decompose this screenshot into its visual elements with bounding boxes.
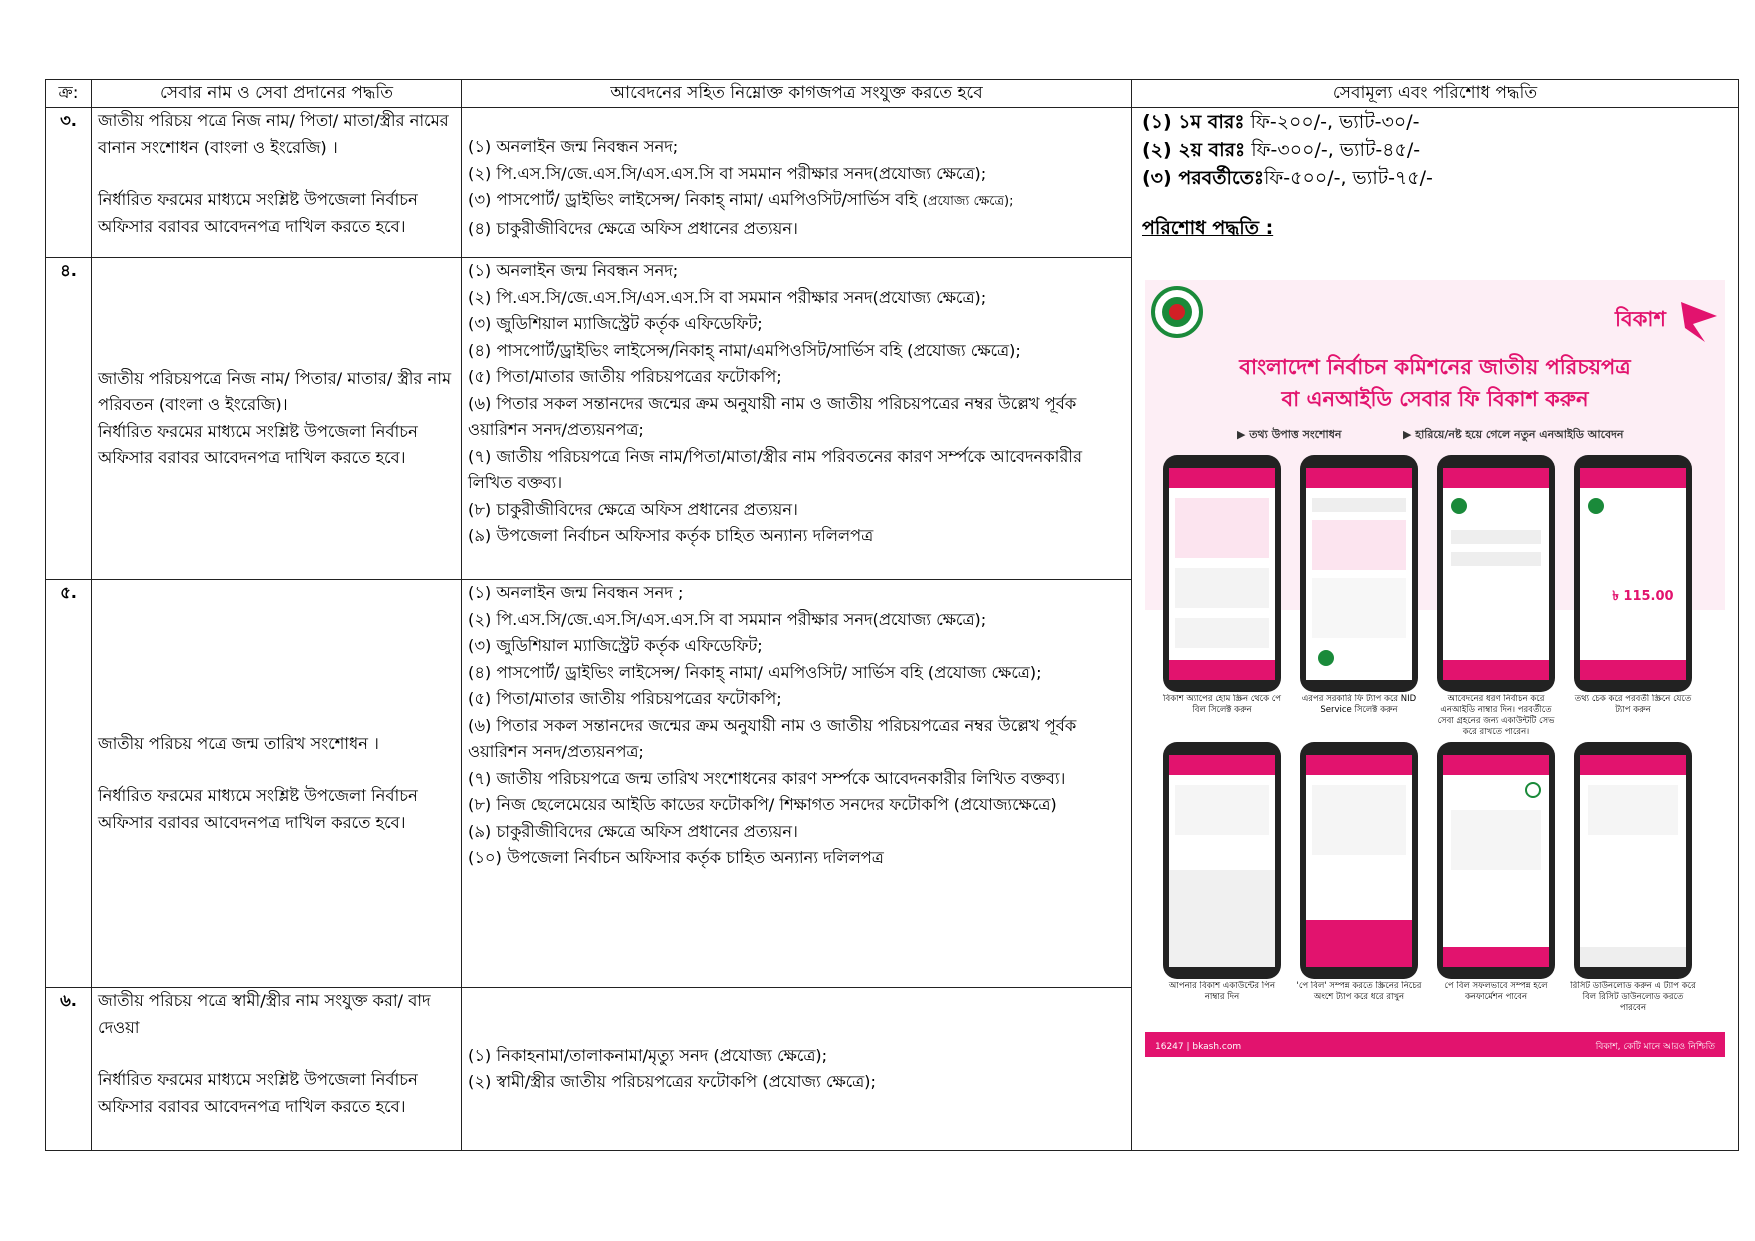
document-item: (৮) চাকুরীজীবিদের ক্ষেত্রে অফিস প্রধানের প্রত্যয়ন। — [468, 499, 798, 519]
poster-caption: তথ্য চেক করে পরবর্তী স্ক্রিনে যেতে ট্যাপ করুন — [1574, 694, 1692, 715]
phone-mockup-2 — [1300, 455, 1418, 692]
fee-label: (১) ১ম বারঃ — [1142, 111, 1245, 133]
document-item: (৭) জাতীয় পরিচয়পত্রে নিজ নাম/পিতা/মাতা/স্ত্রীর নাম পরিবতনের কারণ সর্ম্পকে আবেদনকারীর লিখিত বক্তব্য। — [468, 446, 1082, 492]
payment-method-title: পরিশোধ পদ্ধতি : — [1142, 217, 1274, 239]
poster-caption: 'পে বিল' সম্পন্ন করতে স্ক্রিনের নিচের অংশে ট্যাপ করে ধরে রাখুন — [1296, 981, 1422, 1002]
service-cell — [92, 108, 462, 258]
document-item: (৫) পিতা/মাতার জাতীয় পরিচয়পত্রের ফটোকপি; — [468, 689, 782, 708]
document-item: (৯) চাকুরীজীবিদের ক্ষেত্রে অফিস প্রধানের প্রত্যয়ন। — [468, 821, 798, 841]
row-number: ৫. — [46, 580, 92, 988]
document-item: (৯) উপজেলা নির্বাচন অফিসার কর্তৃক চাহিত অন্যান্য দলিলপত্র — [468, 526, 874, 545]
documents-cell — [462, 580, 1132, 988]
row-number: ৪. — [46, 258, 92, 580]
service-name: জাতীয় পরিচয় পত্রে নিজ নাম/ পিতা/ মাতা/স্ত্রীর নামের বানান সংশোধন (বাংলা ও ইংরেজি) । — [98, 111, 449, 157]
poster-footer-right: বিকাশ, কেটি মানে আরও নিশ্চিতি — [1595, 1042, 1715, 1052]
service-method: নির্ধারিত ফরমের মাধ্যমে সংশ্লিষ্ট উপজেলা নির্বাচন অফিসার বরাবর আবেদনপত্র দাখিল করতে হবে। — [98, 1070, 418, 1116]
document-item: (৭) জাতীয় পরিচয়পত্রে জন্ম তারিখ সংশোধনের কারণ সর্ম্পকে আবেদনকারীর লিখিত বক্তব্য। — [468, 768, 1066, 788]
document-item: (৪) পাসপোর্ট/ড্রাইভিং লাইসেন্স/নিকাহ্ নামা/এমপিওসিট/সার্ভিস বহি (প্রযোজ্য ক্ষেত্রে); — [468, 340, 1021, 360]
document-item: (১) নিকাহনামা/তালাকনামা/মৃত্যু সনদ (প্রযোজ্য ক্ষেত্রে); — [468, 1045, 828, 1065]
row-number: ৩. — [46, 108, 92, 258]
document-item: (১০) উপজেলা নির্বাচন অফিসার কর্তৃক চাহিত অন্যান্য দলিলপত্র — [468, 848, 884, 867]
document-item: (২) স্বামী/স্ত্রীর জাতীয় পরিচয়পত্রের ফটোকপি (প্রযোজ্য ক্ষেত্রে); — [468, 1072, 876, 1091]
documents-cell — [462, 258, 1132, 580]
phone-mockup-3 — [1437, 455, 1555, 692]
poster-caption: আবেদনের ধরণ নির্বাচন করে এনআইডি নাম্বার দিন। পরবর্তীতে সেবা গ্রহনের জন্য একাউন্টটি সেভ করে রাখতে পারেন। — [1437, 694, 1555, 737]
phone-mockup-6 — [1300, 742, 1418, 979]
service-method: নির্ধারিত ফরমের মাধ্যমে সংশ্লিষ্ট উপজেলা নির্বাচন অফিসার বরাবর আবেদনপত্র দাখিল করতে হবে। — [98, 421, 418, 467]
document-item — [468, 187, 1125, 216]
election-commission-seal-icon — [1153, 288, 1201, 336]
poster-tag-new-nid: ▶ হারিয়ে/নষ্ট হয়ে গেলে নতুন এনআইডি আবেদন — [1403, 428, 1624, 441]
document-item: (২) পি.এস.সি/জে.এস.সি/এস.এস.সি বা সমমান পরীক্ষার সনদ(প্রযোজ্য ক্ষেত্রে); — [468, 609, 987, 629]
document-item: (৬) পিতার সকল সন্তানদের জন্মের ক্রম অনুযায়ী নাম ও জাতীয় পরিচয়পত্রের নম্বর উল্লেখ পূর্বক ওয়ারিশন সনদ/প্রত্যয়নপত্র; — [468, 715, 1077, 761]
fee-line — [1142, 108, 1732, 136]
phone-mockup-7 — [1437, 742, 1555, 979]
table-header-row — [46, 80, 1739, 108]
poster-tag-new-nid-text: হারিয়ে/নষ্ট হয়ে গেলে নতুন এনআইডি আবেদন — [1415, 428, 1624, 441]
documents-cell — [462, 108, 1132, 258]
document-item: (৮) নিজ ছেলেমেয়ের আইডি কাডের ফটোকপি/ শিক্ষাগত সনদের ফটোকপি (প্রযোজ্যক্ষেত্রে) — [468, 795, 1057, 814]
document-item-note: (প্রযোজ্য ক্ষেত্রে); — [922, 194, 1014, 209]
col-header-fee: সেবামূল্য এবং পরিশোধ পদ্ধতি — [1132, 80, 1739, 108]
document-item: (২) পি.এস.সি/জে.এস.সি/এস.এস.সি বা সমমান পরীক্ষার সনদ(প্রযোজ্য ক্ষেত্রে); — [468, 287, 987, 307]
service-method: নির্ধারিত ফরমের মাধ্যমে সংশ্লিষ্ট উপজেলা নির্বাচন অফিসার বরাবর আবেদনপত্র দাখিল করতে হবে। — [98, 786, 418, 832]
poster-caption: বিকাশ অ্যাপের হোম স্ক্রিন থেকে পে বিল সিলেক্ট করুন — [1163, 694, 1281, 715]
service-method: নির্ধারিত ফরমের মাধ্যমে সংশ্লিষ্ট উপজেলা নির্বাচন অফিসার বরাবর আবেদনপত্র দাখিল করতে হবে। — [98, 190, 418, 236]
fee-value: ফি-৫০০/-, ভ্যাট-৭৫/- — [1263, 167, 1433, 189]
service-name: জাতীয় পরিচয় পত্রে জন্ম তারিখ সংশোধন । — [98, 733, 379, 753]
document-item: (৫) পিতা/মাতার জাতীয় পরিচয়পত্রের ফটোকপি; — [468, 367, 782, 386]
poster-amount: ৳ 115.00 — [1612, 589, 1674, 604]
fee-value: ফি-২০০/-, ভ্যাট-৩০/- — [1244, 111, 1420, 133]
table-row — [46, 108, 1739, 258]
poster-footer-left: 16247 | bkash.com — [1155, 1042, 1242, 1052]
documents-cell — [462, 988, 1132, 1151]
fee-line — [1142, 136, 1732, 164]
poster-headline-line2: বা এনআইডি সেবার ফি বিকাশ করুন — [1281, 387, 1589, 411]
fee-value: ফি-৩০০/-, ভ্যাট-৪৫/- — [1245, 139, 1421, 161]
phone-mockup-4 — [1574, 455, 1692, 692]
service-name: জাতীয় পরিচয় পত্রে স্বামী/স্ত্রীর নাম সংযুক্ত করা/ বাদ দেওয়া — [98, 991, 431, 1037]
poster-caption: পে বিল সফলভাবে সম্পন্ন হলে কনফার্মেশন পাবেন — [1444, 981, 1548, 1002]
poster-headline-line1: বাংলাদেশ নির্বাচন কমিশনের জাতীয় পরিচয়পত্র — [1239, 355, 1631, 379]
fee-line — [1142, 164, 1732, 192]
document-item: (২) পি.এস.সি/জে.এস.সি/এস.এস.সি বা সমমান পরীক্ষার সনদ(প্রযোজ্য ক্ষেত্রে); — [468, 163, 987, 183]
bkash-brand-text: বিকাশ — [1615, 307, 1666, 331]
document-item: (১) অনলাইন জন্ম নিবন্ধন সনদ ; — [468, 583, 684, 602]
document-item: (১) অনলাইন জন্ম নিবন্ধন সনদ; — [468, 137, 679, 156]
fee-label: (২) ২য় বারঃ — [1142, 139, 1246, 161]
document-item: (৩) জুডিশিয়াল ম্যাজিস্ট্রেট কর্তৃক এফিডেফিট; — [468, 636, 763, 655]
document-item-text: (৩) পাসপোর্ট/ ড্রাইভিং লাইসেন্স/ নিকাহ্ নামা/ এমপিওসিট/সার্ভিস বহি — [468, 190, 918, 209]
poster-tag-correction: ▶ তথ্য উপাত্ত সংশোধন — [1237, 428, 1342, 441]
phone-mockup-1 — [1163, 455, 1281, 692]
service-name: জাতীয় পরিচয়পত্রে নিজ নাম/ পিতার/ মাতার/ স্ত্রীর নাম পরিবতন (বাংলা ও ইংরেজি)। — [98, 368, 452, 414]
document-item: (১) অনলাইন জন্ম নিবন্ধন সনদ; — [468, 261, 679, 280]
document-item: (৩) জুডিশিয়াল ম্যাজিস্ট্রেট কর্তৃক এফিডেফিট; — [468, 314, 763, 333]
col-header-serial: ক্র: — [46, 80, 92, 108]
poster-caption: এরপর সরকারি ফি ট্যাপ করে NID Service সিলেক্ট করুন — [1301, 694, 1417, 715]
service-cell — [92, 258, 462, 580]
col-header-documents: আবেদনের সহিত নিম্নোক্ত কাগজপত্র সংযুক্ত করতে হবে — [462, 80, 1132, 108]
document-item: (৬) পিতার সকল সন্তানদের জন্মের ক্রম অনুযায়ী নাম ও জাতীয় পরিচয়পত্রের নম্বর উল্লেখ পূর্বক ওয়ারিশন সনদ/প্রত্যয়নপত্র; — [468, 393, 1077, 439]
service-cell — [92, 580, 462, 988]
poster-caption: রিসিট ডাউনলোড করুন এ ট্যাপ করে বিল রিসিট ডাউনলোড করতে পারবেন — [1570, 981, 1696, 1013]
document-item: (৪) চাকুরীজীবিদের ক্ষেত্রে অফিস প্রধানের প্রত্যয়ন। — [468, 218, 798, 238]
col-header-service: সেবার নাম ও সেবা প্রদানের পদ্ধতি — [92, 80, 462, 108]
poster-caption: আপনার বিকাশ একাউন্টের পিন নাম্বার দিন — [1168, 981, 1276, 1002]
poster-tag-correction-text: তথ্য উপাত্ত সংশোধন — [1249, 428, 1342, 441]
document-item: (৪) পাসপোর্ট/ ড্রাইভিং লাইসেন্স/ নিকাহ্ নামা/ এমপিওসিট/ সার্ভিস বহি (প্রযোজ্য ক্ষেত্রে); — [468, 662, 1042, 682]
phone-mockup-8 — [1574, 742, 1692, 979]
bkash-payment-poster — [1145, 280, 1725, 1057]
row-number: ৬. — [46, 988, 92, 1151]
phone-mockup-5 — [1163, 742, 1281, 979]
fee-label: (৩) পরবর্তীতেঃ — [1142, 167, 1264, 189]
service-cell — [92, 988, 462, 1151]
